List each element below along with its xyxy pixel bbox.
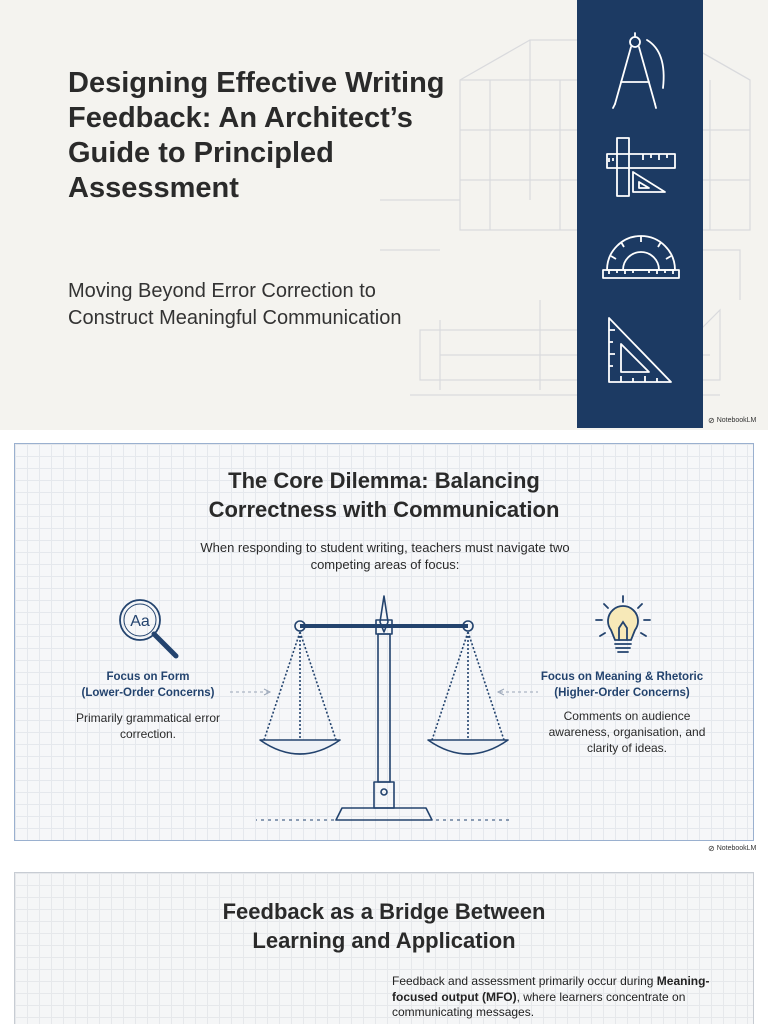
slide-title-line-1: Feedback as a Bridge Between (222, 899, 546, 924)
body-text-end: , where learners concentrate on communicating messages. (392, 989, 686, 1019)
compass-icon (607, 32, 673, 112)
balance-scale-icon (256, 592, 512, 826)
t-square-ruler-icon (603, 134, 679, 200)
badge-label: NotebookLM (716, 417, 757, 424)
building-blueprint-sketch (380, 0, 768, 430)
focus-meaning-line-1: Focus on Meaning & Rhetoric (540, 671, 704, 683)
focus-meaning-line-2: (Higher-Order Concerns) (554, 687, 690, 699)
page-subtitle: Moving Beyond Error Correction to Construct Meaningful Communication (68, 280, 402, 329)
notebooklm-logo-icon: ⊘ (708, 844, 715, 852)
body-text-start: Feedback and assessment primarily occur during (392, 974, 657, 988)
protractor-icon (601, 232, 681, 282)
slide-title (0, 897, 768, 955)
slide-title-line-2: Correctness with Communication (208, 497, 560, 522)
magnifier-aa-icon (114, 596, 184, 662)
focus-form-line-2: (Lower-Order Concerns) (81, 687, 215, 699)
slide-title-line-1: The Core Dilemma: Balancing (228, 468, 540, 493)
core-dilemma-slide (0, 432, 768, 852)
notebooklm-logo-icon: ⊘ (708, 416, 715, 425)
lightbulb-icon (590, 592, 656, 664)
tools-panel (577, 0, 703, 428)
notebooklm-badge (708, 844, 756, 852)
focus-on-form-title (48, 669, 248, 701)
title-slide (0, 0, 768, 430)
focus-form-line-1: Focus on Form (106, 671, 190, 683)
feedback-bridge-slide (0, 866, 768, 1024)
slide-title-line-2: Learning and Application (252, 928, 516, 953)
focus-on-form-description: Primarily grammatical error correction. (75, 711, 221, 741)
slide-body-text (392, 974, 722, 1021)
page-title: Designing Effective Writing Feedback: An Architect’s Guide to Principled Assessment (68, 67, 445, 204)
body-text-emphasis: Meaning-focused output (MFO) (392, 974, 710, 1004)
set-square-icon (605, 314, 675, 386)
notebooklm-badge (708, 416, 756, 425)
slide-intro: When responding to student writing, teachers must navigate two competing areas of focus: (200, 540, 570, 572)
focus-on-meaning-description: Comments on audience awareness, organisation, and clarity of ideas. (548, 709, 706, 755)
focus-on-meaning-title (522, 669, 722, 701)
svg-text:Aa: Aa (130, 613, 150, 630)
slide-title (0, 466, 768, 524)
badge-label: NotebookLM (716, 845, 757, 852)
